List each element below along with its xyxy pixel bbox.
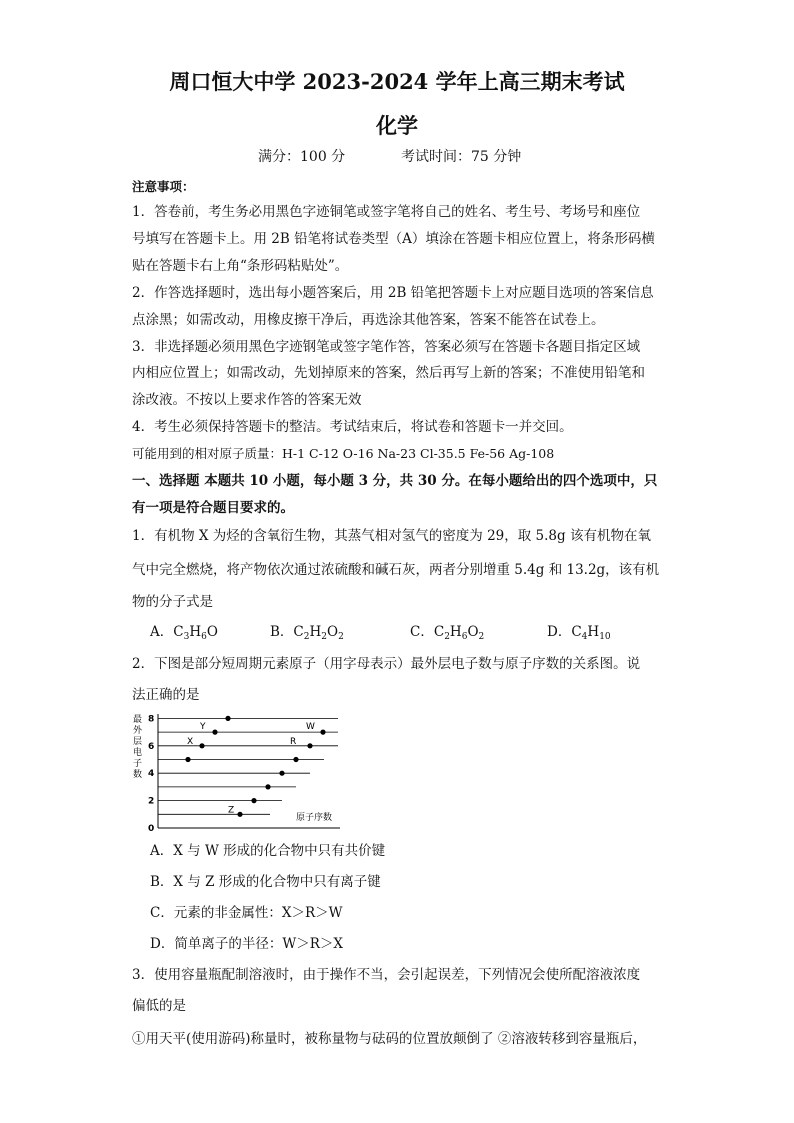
q1-option-a[interactable]: A．$C_3H_6O$ <box>150 624 218 642</box>
y-axis-label-char: 电 <box>133 748 143 758</box>
point-label: Y <box>200 722 206 733</box>
notice-line: 涂改液。不按以上要求作答的答案无效 <box>132 392 362 408</box>
x-axis-label: 原子序数 <box>296 813 333 823</box>
notice-heading: 注意事项： <box>132 179 195 194</box>
point-label: W <box>306 722 315 733</box>
y-axis-label-char: 子 <box>133 759 143 769</box>
y-axis-label-char: 外 <box>133 726 143 736</box>
section-heading: 一、选择题 本题共 10 小题，每小题 3 分，共 30 分。在每小题给出的四个选项中，只 <box>132 473 658 489</box>
y-axis-label-char: 数 <box>133 770 143 780</box>
notice-line: 贴在答题卡右上角“条形码粘贴处”。 <box>132 258 349 274</box>
point-label: R <box>290 736 297 747</box>
exam-title: 周口恒大中学 2023-2024 学年上高三期末考试 <box>169 69 625 94</box>
data-point <box>265 784 270 789</box>
notice-line: 内相应位置上；如需改动，先划掉原来的答案，然后再写上新的答案；不准使用铅笔和 <box>132 365 645 381</box>
y-axis-label-char: 最 <box>133 715 143 725</box>
q3-stem: 3．使用容量瓶配制溶液时，由于操作不当，会引起误差，下列情况会使所配溶液浓度 <box>132 967 641 983</box>
data-point <box>185 757 190 762</box>
q1-option-b[interactable]: B．$C_2H_2O_2$ <box>270 624 344 642</box>
data-point <box>199 743 204 748</box>
point-label: Z <box>228 805 235 816</box>
q2-option-a[interactable]: A．X 与 W 形成的化合物中只有共价键 <box>150 843 386 859</box>
q2-option-b[interactable]: B．X 与 Z 形成的化合物中只有离子键 <box>150 874 381 890</box>
y-axis-label-char: 层 <box>133 737 143 747</box>
notice-line: 号填写在答题卡上。用 2B 铅笔将试卷类型（A）填涂在答题卡相应位置上，将条形码横 <box>132 231 655 247</box>
q3-stem: ①用天平(使用游码)称量时，被称量物与砝码的位置放颠倒了 ②溶液转移到容量瓶后， <box>132 1031 647 1047</box>
q1-stem: 1．有机物 X 为烃的含氧衍生物，其蒸气相对氢气的密度为 29，取 5.8g 该有机物在氧 <box>132 528 651 544</box>
q1-option-c[interactable]: C．$C_2H_6O_2$ <box>410 624 485 642</box>
q1-stem: 物的分子式是 <box>132 594 213 610</box>
y-tick-label: 2 <box>148 796 155 807</box>
q2-option-d[interactable]: D．简单离子的半径：W＞R＞X <box>150 936 343 952</box>
q1-stem: 气中完全燃烧，将产物依次通过浓硫酸和碱石灰，两者分别增重 5.4g 和 13.2g，该有机 <box>132 562 660 578</box>
y-tick-label: 0 <box>148 824 155 834</box>
q2-stem: 法正确的是 <box>132 687 200 703</box>
y-tick-label: 8 <box>148 714 155 725</box>
notice-line: 4．考生必须保持答题卡的整洁。考试结束后，将试卷和答题卡一并交回。 <box>132 419 573 435</box>
notice-line: 1．答卷前，考生务必用黑色字迹铜笔或签字笔将自己的姓名、考生号、考场号和座位 <box>132 204 641 220</box>
data-point <box>320 730 325 735</box>
electron-diagram <box>130 710 345 835</box>
y-tick-label: 4 <box>148 769 155 780</box>
section-heading-cont: 有一项是符合题目要求的。 <box>132 500 294 516</box>
y-tick-label: 6 <box>148 741 155 752</box>
data-point <box>279 771 284 776</box>
subject-title: 化学 <box>376 113 418 138</box>
data-point <box>251 798 256 803</box>
data-point <box>237 812 242 817</box>
data-point <box>212 730 217 735</box>
point-label: X <box>187 736 194 747</box>
q3-stem: 偏低的是 <box>132 998 186 1014</box>
q2-option-c[interactable]: C．元素的非金属性：X＞R＞W <box>150 905 343 921</box>
data-point <box>307 743 312 748</box>
notice-line: 3．非选择题必须用黑色字迹钢笔或签字笔作答，答案必须写在答题卡各题目指定区域 <box>132 339 641 355</box>
y-axis-label <box>133 714 143 780</box>
q2-stem: 2．下图是部分短周期元素原子（用字母表示）最外层电子数与原子序数的关系图。说 <box>132 656 641 672</box>
exam-time: 考试时间：75 分钟 <box>401 149 522 165</box>
notice-line: 点涂黑；如需改动，用橡皮擦干净后，再选涂其他答案，答案不能答在试卷上。 <box>132 312 605 328</box>
notice-line: 2．作答选择题时，选出每小题答案后，用 2B 铅笔把答题卡上对应题目选项的答案信息 <box>132 285 654 301</box>
data-point <box>293 757 298 762</box>
q1-option-d[interactable]: D．$C_4H_{10}$ <box>547 624 611 642</box>
atomic-mass-line: 可能用到的相对原子质量：H-1 C-12 O-16 Na-23 Cl-35.5 Fe-56 Ag-108 <box>132 446 555 461</box>
full-score: 满分：100 分 <box>258 149 346 165</box>
data-point <box>225 716 230 721</box>
